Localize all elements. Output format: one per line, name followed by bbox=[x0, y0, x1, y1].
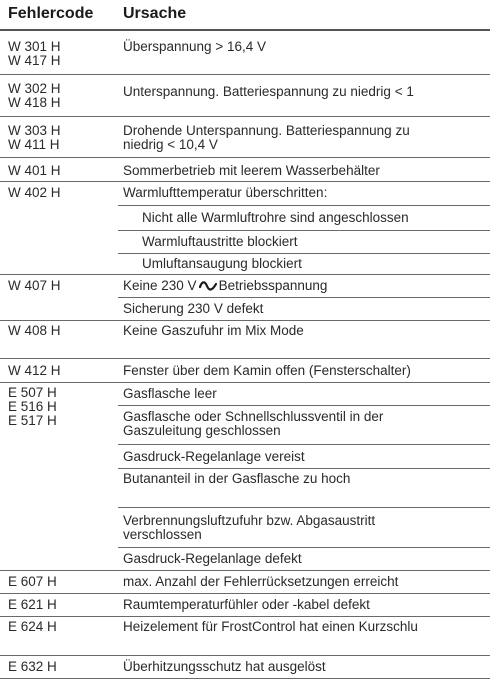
cause-text: Keine Gaszufuhr im Mix Mode bbox=[123, 323, 304, 338]
error-code: E 507 H bbox=[8, 385, 57, 400]
sub-cause-text: Umluftansaugung blockiert bbox=[142, 256, 302, 271]
error-code: W 302 H bbox=[8, 81, 61, 96]
sub-divider bbox=[118, 507, 490, 508]
row-divider bbox=[0, 181, 490, 182]
sub-divider bbox=[118, 405, 490, 406]
cause-text: Überspannung > 16,4 V bbox=[123, 39, 266, 54]
error-code: W 407 H bbox=[8, 278, 61, 293]
row-divider bbox=[0, 320, 490, 321]
row-divider bbox=[0, 116, 490, 117]
header-fehlercode: Fehlercode bbox=[8, 5, 94, 22]
cause-text: Überhitzungsschutz hat ausgelöst bbox=[123, 659, 326, 674]
row-divider bbox=[0, 655, 490, 656]
row-divider bbox=[0, 358, 490, 359]
cause-text: Gasflasche leer bbox=[123, 386, 217, 401]
error-code: W 301 H bbox=[8, 39, 61, 54]
cause-text: Keine 230 V bbox=[123, 278, 197, 293]
cause-text: Sommerbetrieb mit leerem Wasserbehälter bbox=[123, 163, 380, 178]
cause-text: Butananteil in der Gasflasche zu hoch bbox=[123, 471, 351, 486]
sub-divider bbox=[118, 444, 490, 445]
sub-divider bbox=[118, 547, 490, 548]
cause-text: Gasdruck-Regelanlage vereist bbox=[123, 449, 305, 464]
error-code: E 632 H bbox=[8, 659, 57, 674]
row-divider bbox=[0, 382, 490, 383]
error-code: E 607 H bbox=[8, 574, 57, 589]
error-code: W 411 H bbox=[8, 137, 60, 152]
cause-text: Gasflasche oder Schnellschlussventil in der bbox=[123, 409, 384, 424]
error-code: E 516 H bbox=[8, 399, 57, 414]
cause-text: Betriebsspannung bbox=[218, 278, 328, 293]
header-ursache: Ursache bbox=[123, 5, 187, 22]
row-divider bbox=[0, 678, 490, 679]
cause-text: Sicherung 230 V defekt bbox=[123, 301, 264, 316]
error-code: W 418 H bbox=[8, 95, 61, 110]
cause-text-ac bbox=[123, 279, 327, 293]
row-divider bbox=[0, 593, 490, 594]
sub-cause-text: Warmluftaustritte blockiert bbox=[142, 234, 298, 249]
cause-text: Verbrennungsluftzufuhr bzw. Abgasaustritt bbox=[123, 513, 376, 528]
cause-text: Unterspannung. Batteriespannung zu niedrig < 1 bbox=[123, 84, 414, 99]
cause-text: niedrig < 10,4 V bbox=[123, 137, 218, 152]
row-divider bbox=[0, 274, 490, 275]
sub-divider bbox=[118, 205, 490, 206]
row-divider bbox=[0, 616, 490, 617]
error-code: W 417 H bbox=[8, 53, 61, 68]
cause-text: Gasdruck-Regelanlage defekt bbox=[123, 551, 302, 566]
sub-divider bbox=[118, 253, 490, 254]
row-divider bbox=[0, 570, 490, 571]
error-code: W 408 H bbox=[8, 323, 61, 338]
ac-sine-wave-icon bbox=[199, 281, 217, 291]
row-divider bbox=[0, 157, 490, 158]
row-divider bbox=[0, 74, 490, 75]
cause-text: Warmlufttemperatur überschritten: bbox=[123, 185, 328, 200]
sub-divider bbox=[118, 297, 490, 298]
error-code: W 412 H bbox=[8, 363, 61, 378]
error-code: W 401 H bbox=[8, 163, 61, 178]
sub-divider bbox=[118, 468, 490, 469]
cause-text: Gaszuleitung geschlossen bbox=[123, 423, 281, 438]
cause-text: Drohende Unterspannung. Batteriespannung zu bbox=[123, 123, 410, 138]
error-code: E 624 H bbox=[8, 619, 57, 634]
error-code: E 517 H bbox=[8, 413, 57, 428]
cause-text: Raumtemperaturfühler oder -kabel defekt bbox=[123, 597, 370, 612]
cause-text: max. Anzahl der Fehlerrücksetzungen erreicht bbox=[123, 574, 399, 589]
error-code: W 402 H bbox=[8, 185, 61, 200]
table-header bbox=[0, 0, 490, 31]
error-code: E 621 H bbox=[8, 597, 57, 612]
error-code: W 303 H bbox=[8, 123, 61, 138]
sub-cause-text: Nicht alle Warmluftrohre sind angeschlossen bbox=[142, 210, 409, 225]
sub-divider bbox=[118, 230, 490, 231]
cause-text: Heizelement für FrostControl hat einen Kurzschlu bbox=[123, 619, 418, 634]
cause-text: Fenster über dem Kamin offen (Fensterschalter) bbox=[123, 363, 411, 378]
cause-text: verschlossen bbox=[123, 527, 202, 542]
